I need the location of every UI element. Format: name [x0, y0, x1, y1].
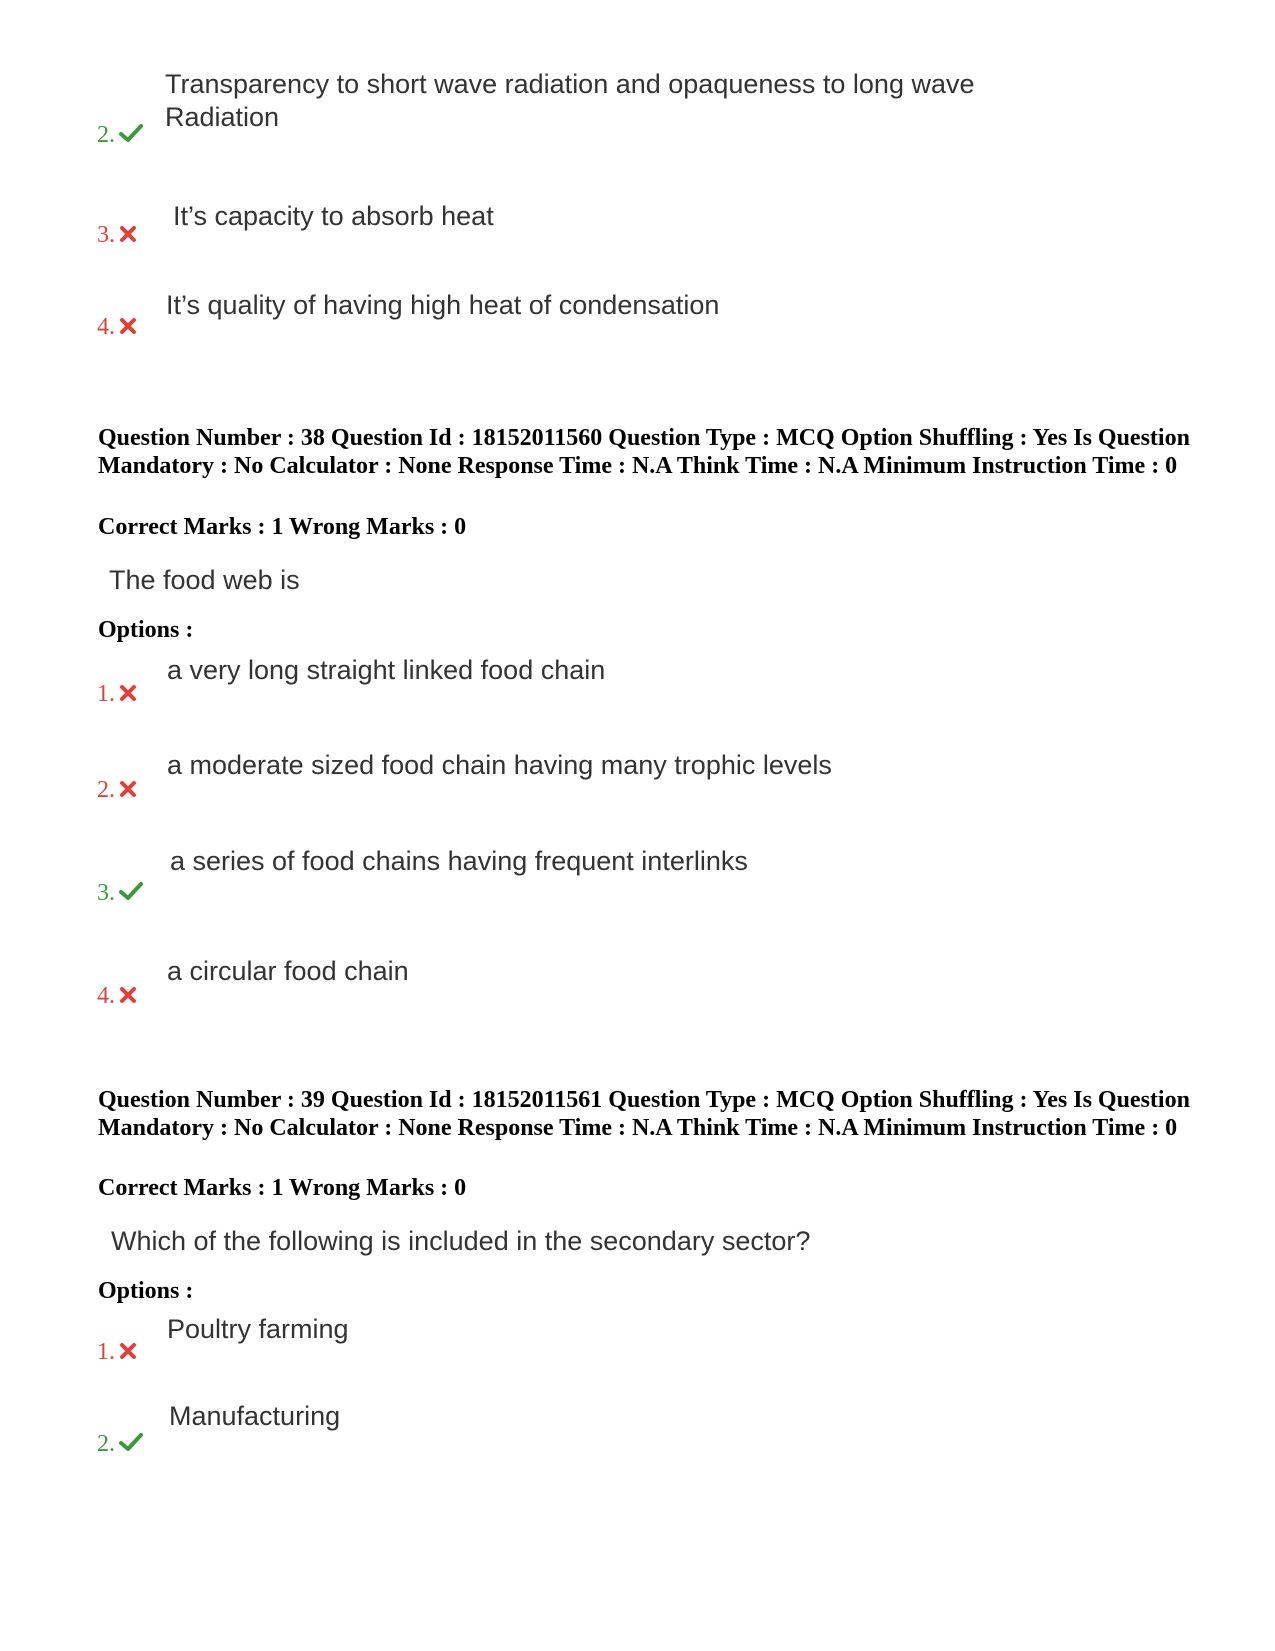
- option-text: a moderate sized food chain having many trophic levels: [167, 750, 832, 780]
- option-text: a series of food chains having frequent interlinks: [170, 846, 748, 876]
- options-label: Options :: [98, 1278, 194, 1304]
- question-meta: Question Number : 38 Question Id : 18152011560 Question Type : MCQ Option Shuffling : Yes Is Question Mandatory : No Calculator : None Response Time : N.A Think Time : N.A Minimum Instruction Time : 0: [98, 425, 1190, 479]
- cross-icon: [119, 984, 137, 1011]
- question-text: The food web is: [109, 565, 300, 595]
- option-number: 2.: [97, 777, 137, 805]
- question-marks: Correct Marks : 1 Wrong Marks : 0: [98, 514, 467, 540]
- cross-icon: [119, 778, 137, 805]
- option-number: 3.: [97, 880, 143, 908]
- option-text: It’s capacity to absorb heat: [173, 201, 494, 231]
- option-text: It’s quality of having high heat of condensation: [166, 290, 720, 320]
- check-icon: [119, 1432, 143, 1459]
- cross-icon: [119, 315, 137, 342]
- cross-icon: [119, 682, 137, 709]
- option-number: 4.: [97, 314, 137, 342]
- option-text-line: Radiation: [165, 102, 280, 132]
- option-text: Manufacturing: [169, 1401, 341, 1431]
- option-number: 2.: [97, 122, 143, 150]
- cross-icon: [119, 223, 137, 250]
- option-number: 4.: [97, 983, 137, 1011]
- question-text: Which of the following is included in the secondary sector?: [111, 1226, 811, 1256]
- option-number: 3.: [97, 222, 137, 250]
- option-text: [165, 68, 975, 134]
- check-icon: [119, 123, 143, 150]
- option-text-line: Transparency to short wave radiation and opaqueness to long wave: [165, 69, 975, 99]
- option-text: a circular food chain: [167, 956, 409, 986]
- cross-icon: [119, 1340, 137, 1367]
- question-meta: Question Number : 39 Question Id : 18152011561 Question Type : MCQ Option Shuffling : Yes Is Question Mandatory : No Calculator : None Response Time : N.A Think Time : N.A Minimum Instruction Time : 0: [98, 1087, 1190, 1141]
- option-text: Poultry farming: [167, 1314, 349, 1344]
- options-label: Options :: [98, 617, 194, 643]
- option-number: 1.: [97, 681, 137, 709]
- option-number: 2.: [97, 1431, 143, 1459]
- option-number: 1.: [97, 1339, 137, 1367]
- question-marks: Correct Marks : 1 Wrong Marks : 0: [98, 1175, 467, 1201]
- option-text: a very long straight linked food chain: [167, 655, 606, 685]
- check-icon: [119, 881, 143, 908]
